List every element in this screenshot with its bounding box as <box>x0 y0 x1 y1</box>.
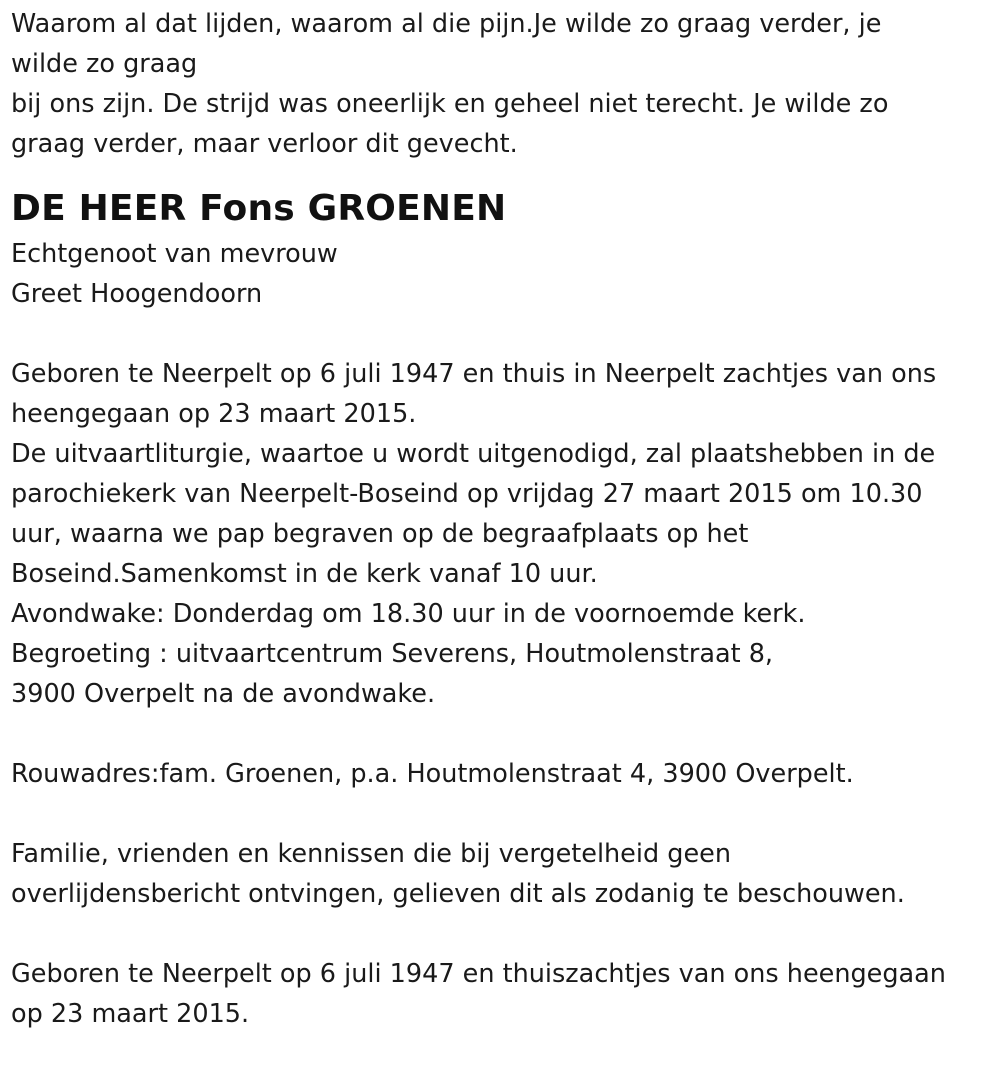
details-line: heengegaan op 23 maart 2015. <box>11 399 417 429</box>
notice-line: overlijdensbericht ontvingen, gelieven dit als zodanig te beschouwen. <box>11 879 905 909</box>
intro-line: graag verder, maar verloor dit gevecht. <box>11 129 518 159</box>
intro-line: bij ons zijn. De strijd was oneerlijk en geheel niet terecht. Je wilde zo <box>11 89 889 119</box>
spacer <box>11 794 988 834</box>
spacer <box>11 914 988 954</box>
details-line: De uitvaartliturgie, waartoe u wordt uitgenodigd, zal plaatshebben in de <box>11 439 936 469</box>
details-line: Boseind.Samenkomst in de kerk vanaf 10 uur. <box>11 559 598 589</box>
family-notice <box>11 834 988 914</box>
spacer <box>11 314 988 354</box>
summary-line: op 23 maart 2015. <box>11 999 250 1029</box>
intro-poem <box>11 4 988 164</box>
details-line: Begroeting : uitvaartcentrum Severens, Houtmolenstraat 8, <box>11 639 774 669</box>
summary-line: Geboren te Neerpelt op 6 juli 1947 en thuiszachtjes van ons heengegaan <box>11 959 946 989</box>
spouse-info <box>11 234 988 314</box>
details-line: Avondwake: Donderdag om 18.30 uur in de voornoemde kerk. <box>11 599 806 629</box>
details-line: 3900 Overpelt na de avondwake. <box>11 679 436 709</box>
intro-line: wilde zo graag <box>11 49 198 79</box>
funeral-details <box>11 354 988 714</box>
spacer <box>11 714 988 754</box>
spouse-name: Greet Hoogendoorn <box>11 279 263 309</box>
details-line: uur, waarna we pap begraven op de begraafplaats op het <box>11 519 749 549</box>
details-line: Geboren te Neerpelt op 6 juli 1947 en thuis in Neerpelt zachtjes van ons <box>11 359 937 389</box>
deceased-name: DE HEER Fons GROENEN <box>11 188 507 229</box>
intro-line: Waarom al dat lijden, waarom al die pijn.Je wilde zo graag verder, je <box>11 9 882 39</box>
birth-death-summary <box>11 954 988 1034</box>
spouse-line: Echtgenoot van mevrouw <box>11 239 338 269</box>
notice-line: Familie, vrienden en kennissen die bij vergetelheid geen <box>11 839 731 869</box>
details-line: parochiekerk van Neerpelt-Boseind op vrijdag 27 maart 2015 om 10.30 <box>11 479 923 509</box>
mourning-address: Rouwadres:fam. Groenen, p.a. Houtmolenstraat 4, 3900 Overpelt. <box>11 759 854 789</box>
